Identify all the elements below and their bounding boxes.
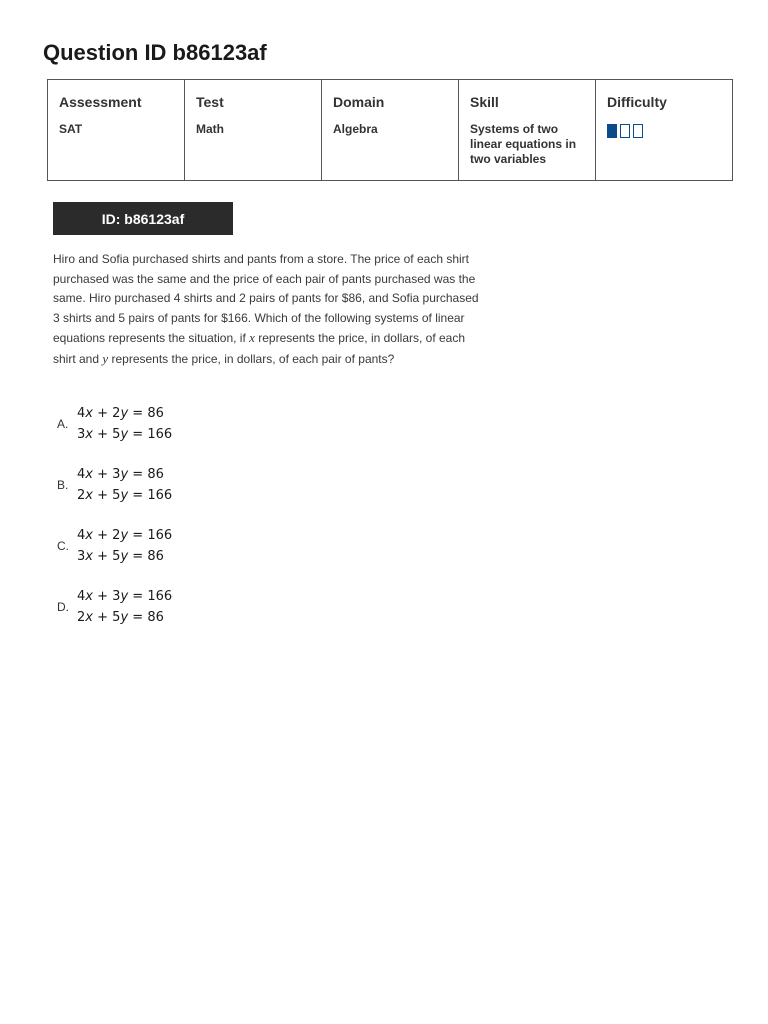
header-domain: Domain [322, 80, 459, 123]
question-var-y: y [102, 350, 109, 366]
choice-equations [77, 464, 172, 506]
header-skill: Skill [459, 80, 596, 123]
choice-b[interactable] [57, 464, 172, 506]
equation-1: 4x + 2y = 166 [77, 528, 173, 543]
question-part-2: represents the price, in dollars, of each shirt and [53, 331, 466, 366]
choice-c[interactable] [57, 525, 172, 567]
value-test: Math [185, 122, 322, 181]
choice-letter: B. [57, 478, 69, 492]
equation-2: 2x + 5y = 86 [77, 610, 164, 625]
difficulty-box-empty [620, 124, 630, 138]
difficulty-indicator [607, 124, 721, 138]
choice-a[interactable] [57, 403, 172, 445]
equation-2: 2x + 5y = 166 [77, 488, 173, 503]
choice-letter: C. [57, 539, 69, 553]
question-text [53, 250, 485, 369]
id-banner: ID: b86123af [53, 202, 233, 235]
header-test: Test [185, 80, 322, 123]
equation-1: 4x + 3y = 166 [77, 589, 173, 604]
question-meta-table [47, 79, 733, 181]
page-title: Question ID b86123af [43, 40, 267, 65]
equation-2: 3x + 5y = 166 [77, 427, 173, 442]
equation-1: 4x + 3y = 86 [77, 467, 164, 482]
question-part-3: represents the price, in dollars, of each pair of pants? [108, 351, 395, 366]
meta-value-row [48, 122, 733, 181]
header-difficulty: Difficulty [596, 80, 733, 123]
value-domain: Algebra [322, 122, 459, 181]
question-part-1: Hiro and Sofia purchased shirts and pants from a store. The price of each shirt purchased was the same and the price of each pair of pants purchased was the same. Hiro purchased 4 shirts and 2 pairs of pants for $86, and Sofia purchased 3 shirts and 5 pairs of pants for $166. Which of the following systems of linear equations represents the situation, if [53, 252, 479, 345]
choice-d[interactable] [57, 586, 172, 628]
question-var-x: x [249, 330, 255, 345]
choice-letter: D. [57, 600, 69, 614]
difficulty-box-empty [633, 124, 643, 138]
difficulty-box-filled [607, 124, 617, 138]
equation-1: 4x + 2y = 86 [77, 406, 164, 421]
choice-equations [77, 586, 172, 628]
choice-letter: A. [57, 417, 69, 431]
meta-header-row [48, 80, 733, 123]
value-assessment: SAT [48, 122, 185, 181]
header-assessment: Assessment [48, 80, 185, 123]
equation-2: 3x + 5y = 86 [77, 549, 164, 564]
choice-equations [77, 403, 172, 445]
value-skill: Systems of two linear equations in two variables [459, 122, 596, 181]
value-difficulty [596, 122, 733, 181]
choice-equations [77, 525, 172, 567]
